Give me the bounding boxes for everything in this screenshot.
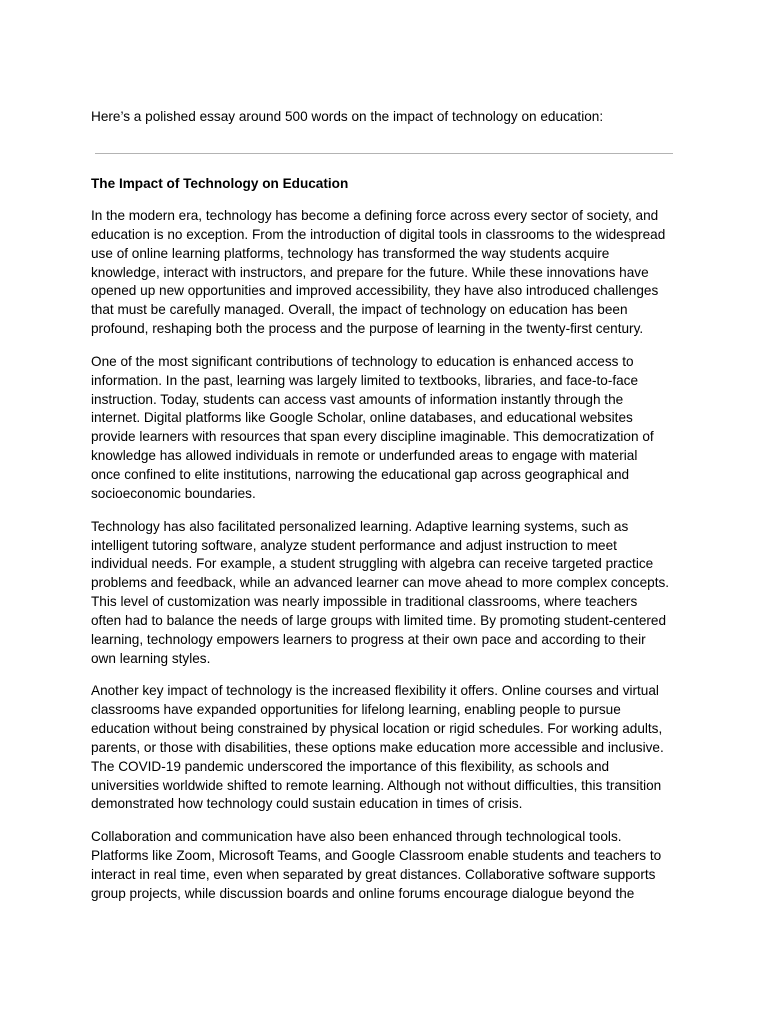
paragraph-line: that must be carefully managed. Overall, the impact of technology on education has been (91, 302, 628, 318)
paragraph-line: profound, reshaping both the process and the purpose of learning in the twenty-first century. (91, 321, 644, 337)
paragraph-line: problems and feedback, while an advanced learner can move ahead to more complex concepts. (91, 575, 670, 591)
paragraph-line: One of the most significant contributions of technology to education is enhanced access to (91, 353, 634, 369)
essay-paragraph-3 (91, 518, 681, 669)
paragraph-line: often had to balance the needs of large groups with limited time. By promoting student-centered (91, 612, 667, 628)
paragraph-line: internet. Digital platforms like Google Scholar, online databases, and educational websites (91, 410, 633, 426)
paragraph-line: knowledge, interact with instructors, and prepare for the future. While these innovations have (91, 264, 649, 280)
paragraph-line: In the modern era, technology has become a defining force across every sector of society, and (91, 208, 659, 223)
essay-paragraph-1 (91, 207, 681, 339)
paragraph-line: group projects, while discussion boards and online forums encourage dialogue beyond the (91, 885, 635, 901)
paragraph-line: information. In the past, learning was largely limited to textbooks, libraries, and face-to-face (91, 372, 639, 388)
horizontal-divider (95, 153, 673, 154)
paragraph-line: socioeconomic boundaries. (91, 485, 256, 501)
essay-paragraph-4 (91, 682, 681, 814)
paragraph-line: knowledge has allowed individuals in remote or underfunded areas to engage with material (91, 448, 638, 464)
document-page (91, 108, 681, 904)
paragraph-line: intelligent tutoring software, analyze student performance and adjust instruction to meet (91, 537, 617, 553)
paragraph-line: individual needs. For example, a student struggling with algebra can receive targeted practice (91, 556, 654, 572)
paragraph-line: interact in real time, even when separated by great distances. Collaborative software supports (91, 867, 656, 882)
paragraph-line: own learning styles. (91, 650, 211, 666)
paragraph-line: opened up new opportunities and improved accessibility, they have also introduced challenges (91, 283, 659, 299)
paragraph-line: once confined to elite institutions, narrowing the educational gap across geographical and (91, 466, 630, 482)
paragraph-line: learning, technology empowers learners to progress at their own pace and according to their (91, 631, 646, 647)
essay-title: The Impact of Technology on Education (91, 175, 349, 191)
essay-body (91, 207, 681, 904)
paragraph-line: use of online learning platforms, technology has transformed the way students acquire (91, 245, 610, 261)
paragraph-line: demonstrated how technology could sustain education in times of crisis. (91, 796, 523, 812)
paragraph-line: Platforms like Zoom, Microsoft Teams, and Google Classroom enable students and teachers to (91, 848, 662, 864)
paragraph-line: education is no exception. From the introduction of digital tools in classrooms to the widespread (91, 226, 666, 242)
paragraph-line: Technology has also facilitated personalized learning. Adaptive learning systems, such as (91, 518, 629, 534)
paragraph-line: The COVID-19 pandemic underscored the importance of this flexibility, as schools and (91, 758, 610, 774)
paragraph-line: provide learners with resources that span every discipline imaginable. This democratization of (91, 429, 654, 445)
intro-text: Here’s a polished essay around 500 words on the impact of technology on education: (91, 109, 604, 124)
paragraph-line: Collaboration and communication have also been enhanced through technological tools. (91, 829, 622, 845)
essay-paragraph-5 (91, 828, 681, 903)
paragraph-line: parents, or those with disabilities, these options make education more accessible and inclusive. (91, 739, 664, 755)
paragraph-line: This level of customization was nearly impossible in traditional classrooms, where teachers (91, 594, 638, 610)
paragraph-line: education without being constrained by physical location or rigid schedules. For working adults, (91, 721, 663, 737)
paragraph-line: instruction. Today, students can access vast amounts of information instantly through the (91, 391, 624, 407)
essay-paragraph-2 (91, 353, 681, 504)
paragraph-line: universities worldwide shifted to remote learning. Although not without difficulties, this transition (91, 777, 662, 793)
paragraph-line: classrooms have expanded opportunities for lifelong learning, enabling people to pursue (91, 702, 621, 718)
paragraph-line: Another key impact of technology is the increased flexibility it offers. Online courses and virtual (91, 683, 659, 699)
